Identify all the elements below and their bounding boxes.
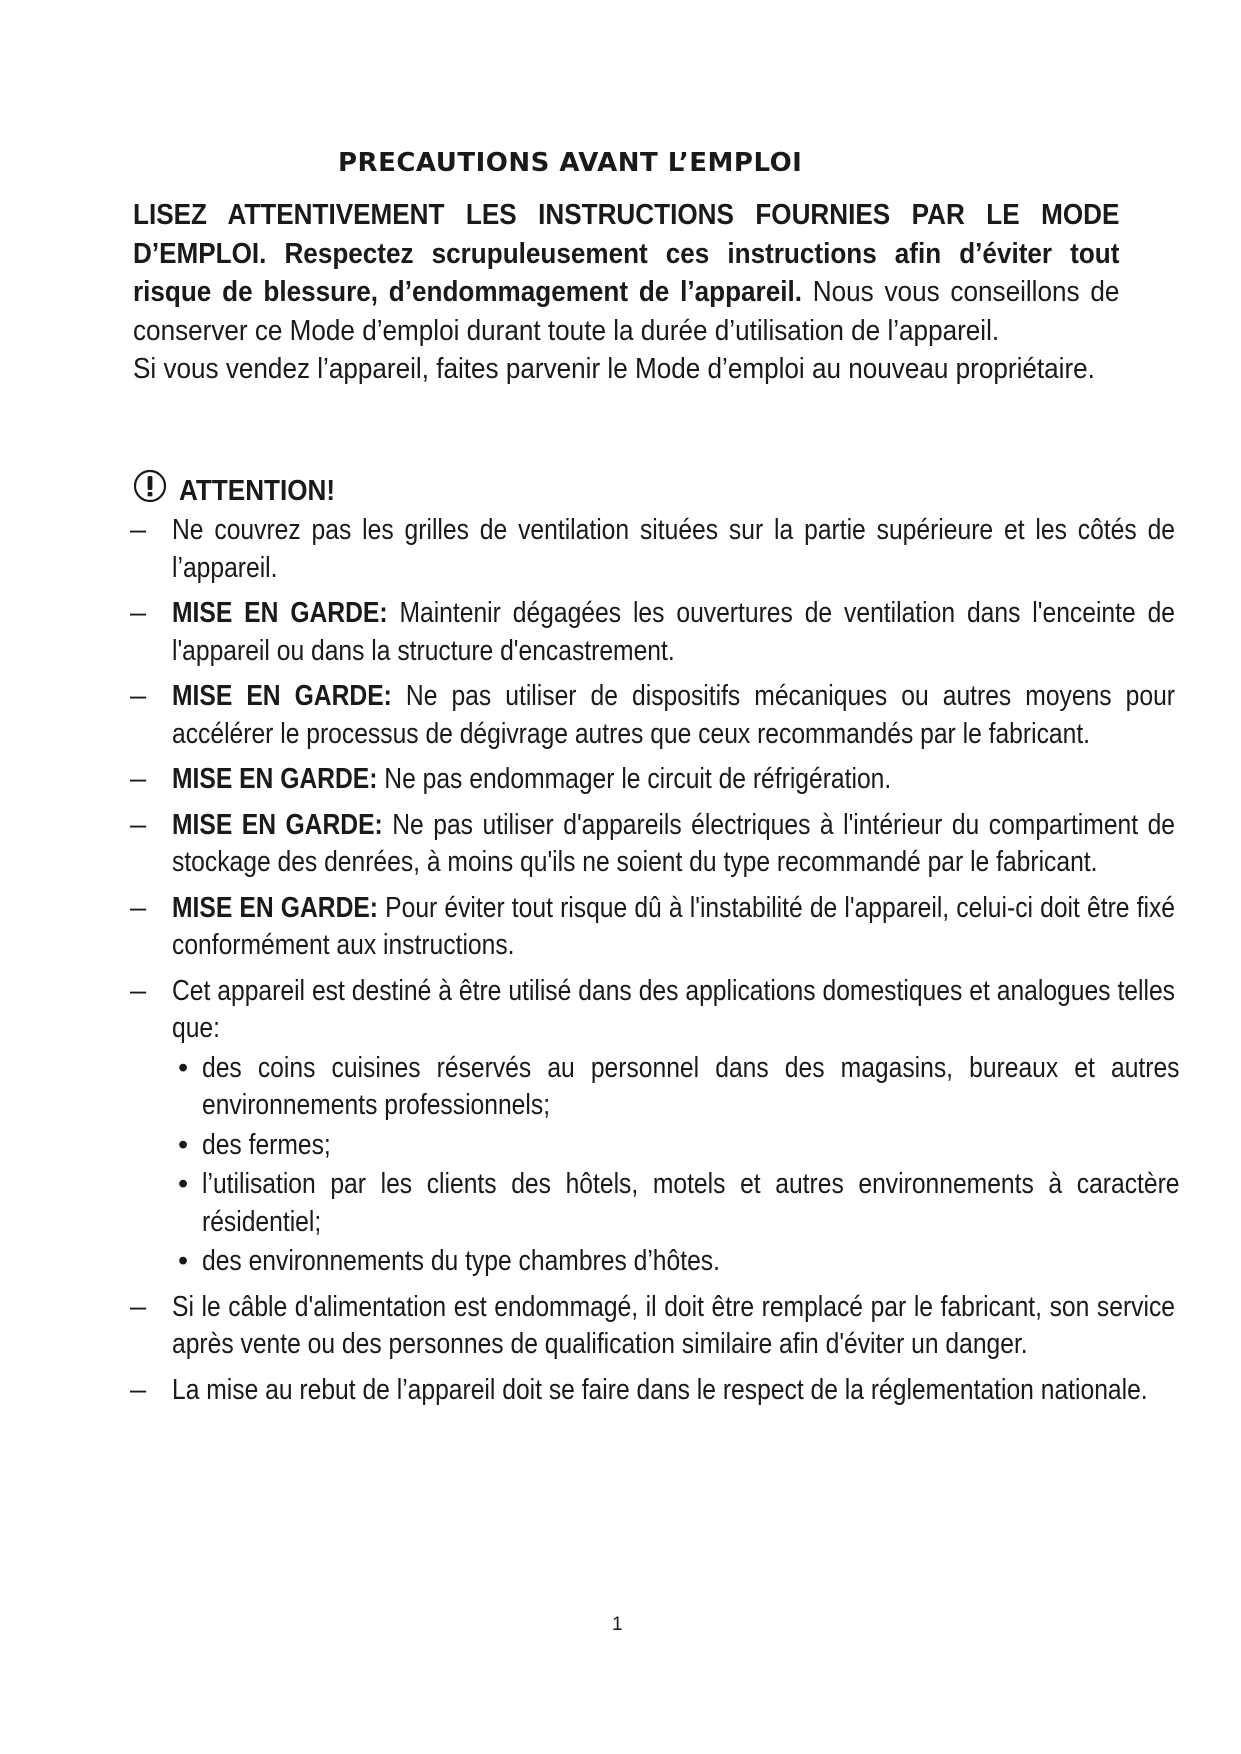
- item-text: Ne couvrez pas les grilles de ventilation situées sur la partie supérieure et les côtés de l’appareil.: [172, 514, 1175, 584]
- bullet-marker: •: [178, 1051, 189, 1084]
- item-text: Cet appareil est destiné à être utilisé dans des applications domestiques et analogues telles que:: [172, 974, 1175, 1044]
- attention-heading: [133, 466, 352, 506]
- item-bold-label: MISE EN GARDE:: [172, 763, 378, 795]
- list-item: [130, 973, 1180, 1281]
- dash-marker: –: [130, 597, 147, 629]
- dash-marker: –: [130, 974, 147, 1007]
- item-text: Maintenir dégagées les ouvertures de ventilation dans l'enceinte de l'appareil ou dans la structure d'encastrement.: [172, 597, 1176, 667]
- sublist-item-text: des coins cuisines réservés au personnel dans des magasins, bureaux et autres environnements professionnels;: [202, 1051, 1180, 1121]
- list-item: [130, 678, 1175, 753]
- sublist-item-text: des fermes;: [202, 1128, 331, 1161]
- list-item: [130, 761, 1130, 799]
- item-bold-label: MISE EN GARDE:: [172, 808, 383, 841]
- list-item: [130, 595, 1176, 670]
- page-title: PRECAUTIONS AVANT L’EMPLOI: [338, 148, 803, 178]
- item-text: Ne pas utiliser de dispositifs mécaniques ou autres moyens pour accélérer le processus de dégivrage autres que ceux recommandés par le fabricant.: [172, 680, 1175, 750]
- dash-marker: –: [130, 514, 147, 546]
- dash-marker: –: [130, 1373, 147, 1406]
- sublist-item-text: l’utilisation par les clients des hôtels, motels et autres environnements à caractère résidentiel;: [202, 1168, 1180, 1238]
- intro-paragraph: [133, 196, 1119, 350]
- item-bold-label: MISE EN GARDE:: [172, 597, 388, 629]
- list-item: [130, 890, 1175, 965]
- bullet-marker: •: [178, 1245, 189, 1277]
- dash-marker: –: [130, 1290, 147, 1323]
- item-text: Pour éviter tout risque dû à l'instabilité de l'appareil, celui-ci doit être fixé conformément aux instructions.: [172, 891, 1175, 961]
- list-item: [130, 1372, 1148, 1410]
- bullet-marker: •: [178, 1168, 189, 1200]
- warning-list: [130, 512, 1180, 1417]
- sublist-item: [178, 1050, 1180, 1125]
- page-number: 1: [612, 1614, 623, 1635]
- sublist-item: [178, 1166, 1180, 1241]
- item-text: La mise au rebut de l’appareil doit se faire dans le respect de la réglementation nationale.: [172, 1373, 1148, 1406]
- intro-section: [133, 196, 1119, 389]
- item-text: Ne pas endommager le circuit de réfrigération.: [377, 763, 892, 795]
- exclamation-circle-icon: [133, 469, 167, 503]
- list-item: [130, 1289, 1175, 1364]
- intro-bold-text: LISEZ ATTENTIVEMENT LES INSTRUCTIONS FOURNIES PAR LE MODE D’EMPLOI. Respectez scrupuleusement ces instructions afin d’éviter tout risque de blessure, d’endommagement de l’appareil.: [133, 199, 1120, 308]
- usage-sublist: [172, 1050, 1180, 1281]
- list-item: [130, 807, 1176, 882]
- sublist-item-text: des environnements du type chambres d’hôtes.: [202, 1245, 720, 1277]
- dash-marker: –: [130, 891, 147, 924]
- item-text: Si le câble d'alimentation est endommagé, il doit être remplacé par le fabricant, son service après vente ou des personnes de qualification similaire afin d'éviter un danger.: [172, 1290, 1175, 1360]
- list-item: [130, 512, 1175, 587]
- sublist-item: [178, 1243, 1130, 1281]
- dash-marker: –: [130, 808, 147, 841]
- dash-marker: –: [130, 680, 147, 712]
- item-bold-label: MISE EN GARDE:: [172, 680, 392, 712]
- intro-normal-text: Nous vous conseillons de conserver ce Mode d’emploi durant toute la durée d’utilisation de l’appareil.: [133, 276, 1120, 347]
- item-bold-label: MISE EN GARDE:: [172, 891, 379, 924]
- item-text: Ne pas utiliser d'appareils électriques à l'intérieur du compartiment de stockage des denrées, à moins qu'ils ne soient du type recommandé par le fabricant.: [172, 808, 1176, 878]
- attention-label: ATTENTION!: [179, 474, 336, 507]
- sublist-item: [178, 1127, 1130, 1165]
- intro-paragraph-2: Si vous vendez l’appareil, faites parvenir le Mode d’emploi au nouveau propriétaire.: [133, 353, 1095, 385]
- bullet-marker: •: [178, 1128, 189, 1161]
- dash-marker: –: [130, 763, 147, 795]
